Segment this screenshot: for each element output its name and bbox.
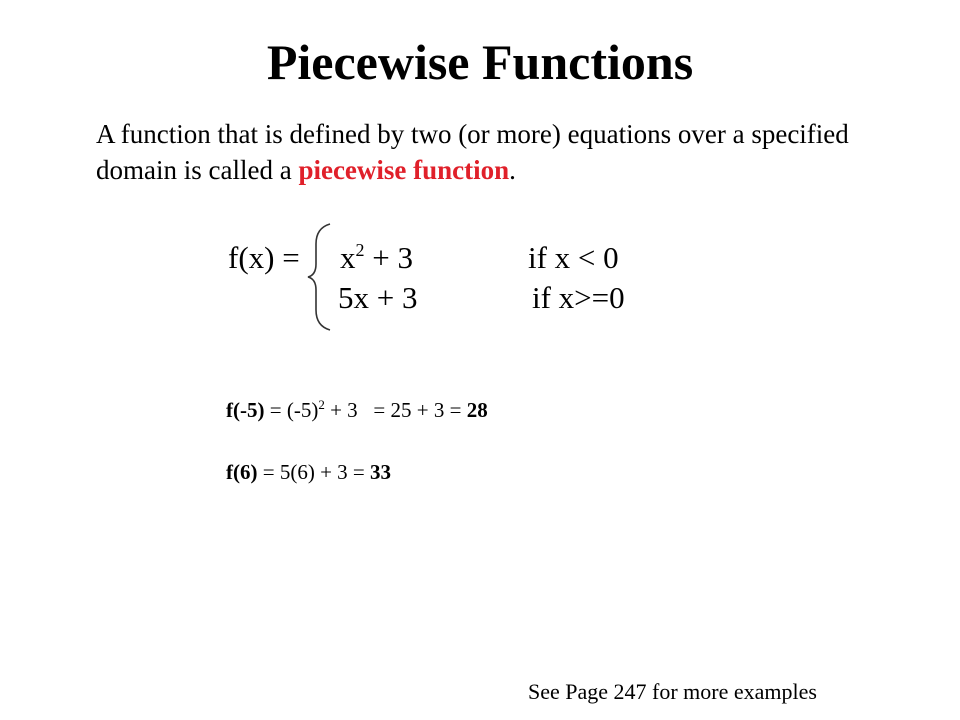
evaluation-1-lhs: f(-5)	[226, 398, 265, 422]
case-1-expression	[340, 238, 413, 278]
footer-note: See Page 247 for more examples	[528, 679, 817, 704]
evaluation-1-exponent: 2	[318, 397, 325, 412]
case-1-condition: if x < 0	[528, 240, 619, 275]
evaluation-2	[226, 458, 391, 486]
evaluation-2-result: 33	[370, 460, 392, 484]
evaluation-1-mid-a: = (-5)	[264, 398, 319, 422]
function-label: f(x) =	[228, 240, 300, 275]
definition-before: A function that is defined by two (or more) equations over a specified domain is called a	[96, 119, 849, 185]
evaluation-1-result: 28	[466, 398, 488, 422]
brace-icon	[306, 222, 332, 332]
evaluation-1	[226, 396, 488, 424]
evaluation-1-mid-b: + 3 = 25 + 3 =	[324, 398, 467, 422]
evaluation-2-mid: = 5(6) + 3 =	[257, 460, 371, 484]
definition-after: .	[509, 155, 516, 185]
slide-title: Piecewise Functions	[266, 34, 694, 90]
case-1-rest: + 3	[364, 240, 413, 275]
evaluation-2-lhs: f(6)	[226, 460, 258, 484]
case-1-exponent: 2	[355, 240, 365, 260]
definition-term: piecewise function	[298, 155, 510, 185]
case-2-condition: if x>=0	[532, 280, 625, 315]
definition-text	[96, 116, 886, 188]
case-2-expression: 5x + 3	[338, 280, 418, 315]
case-1-base: x	[340, 240, 356, 275]
